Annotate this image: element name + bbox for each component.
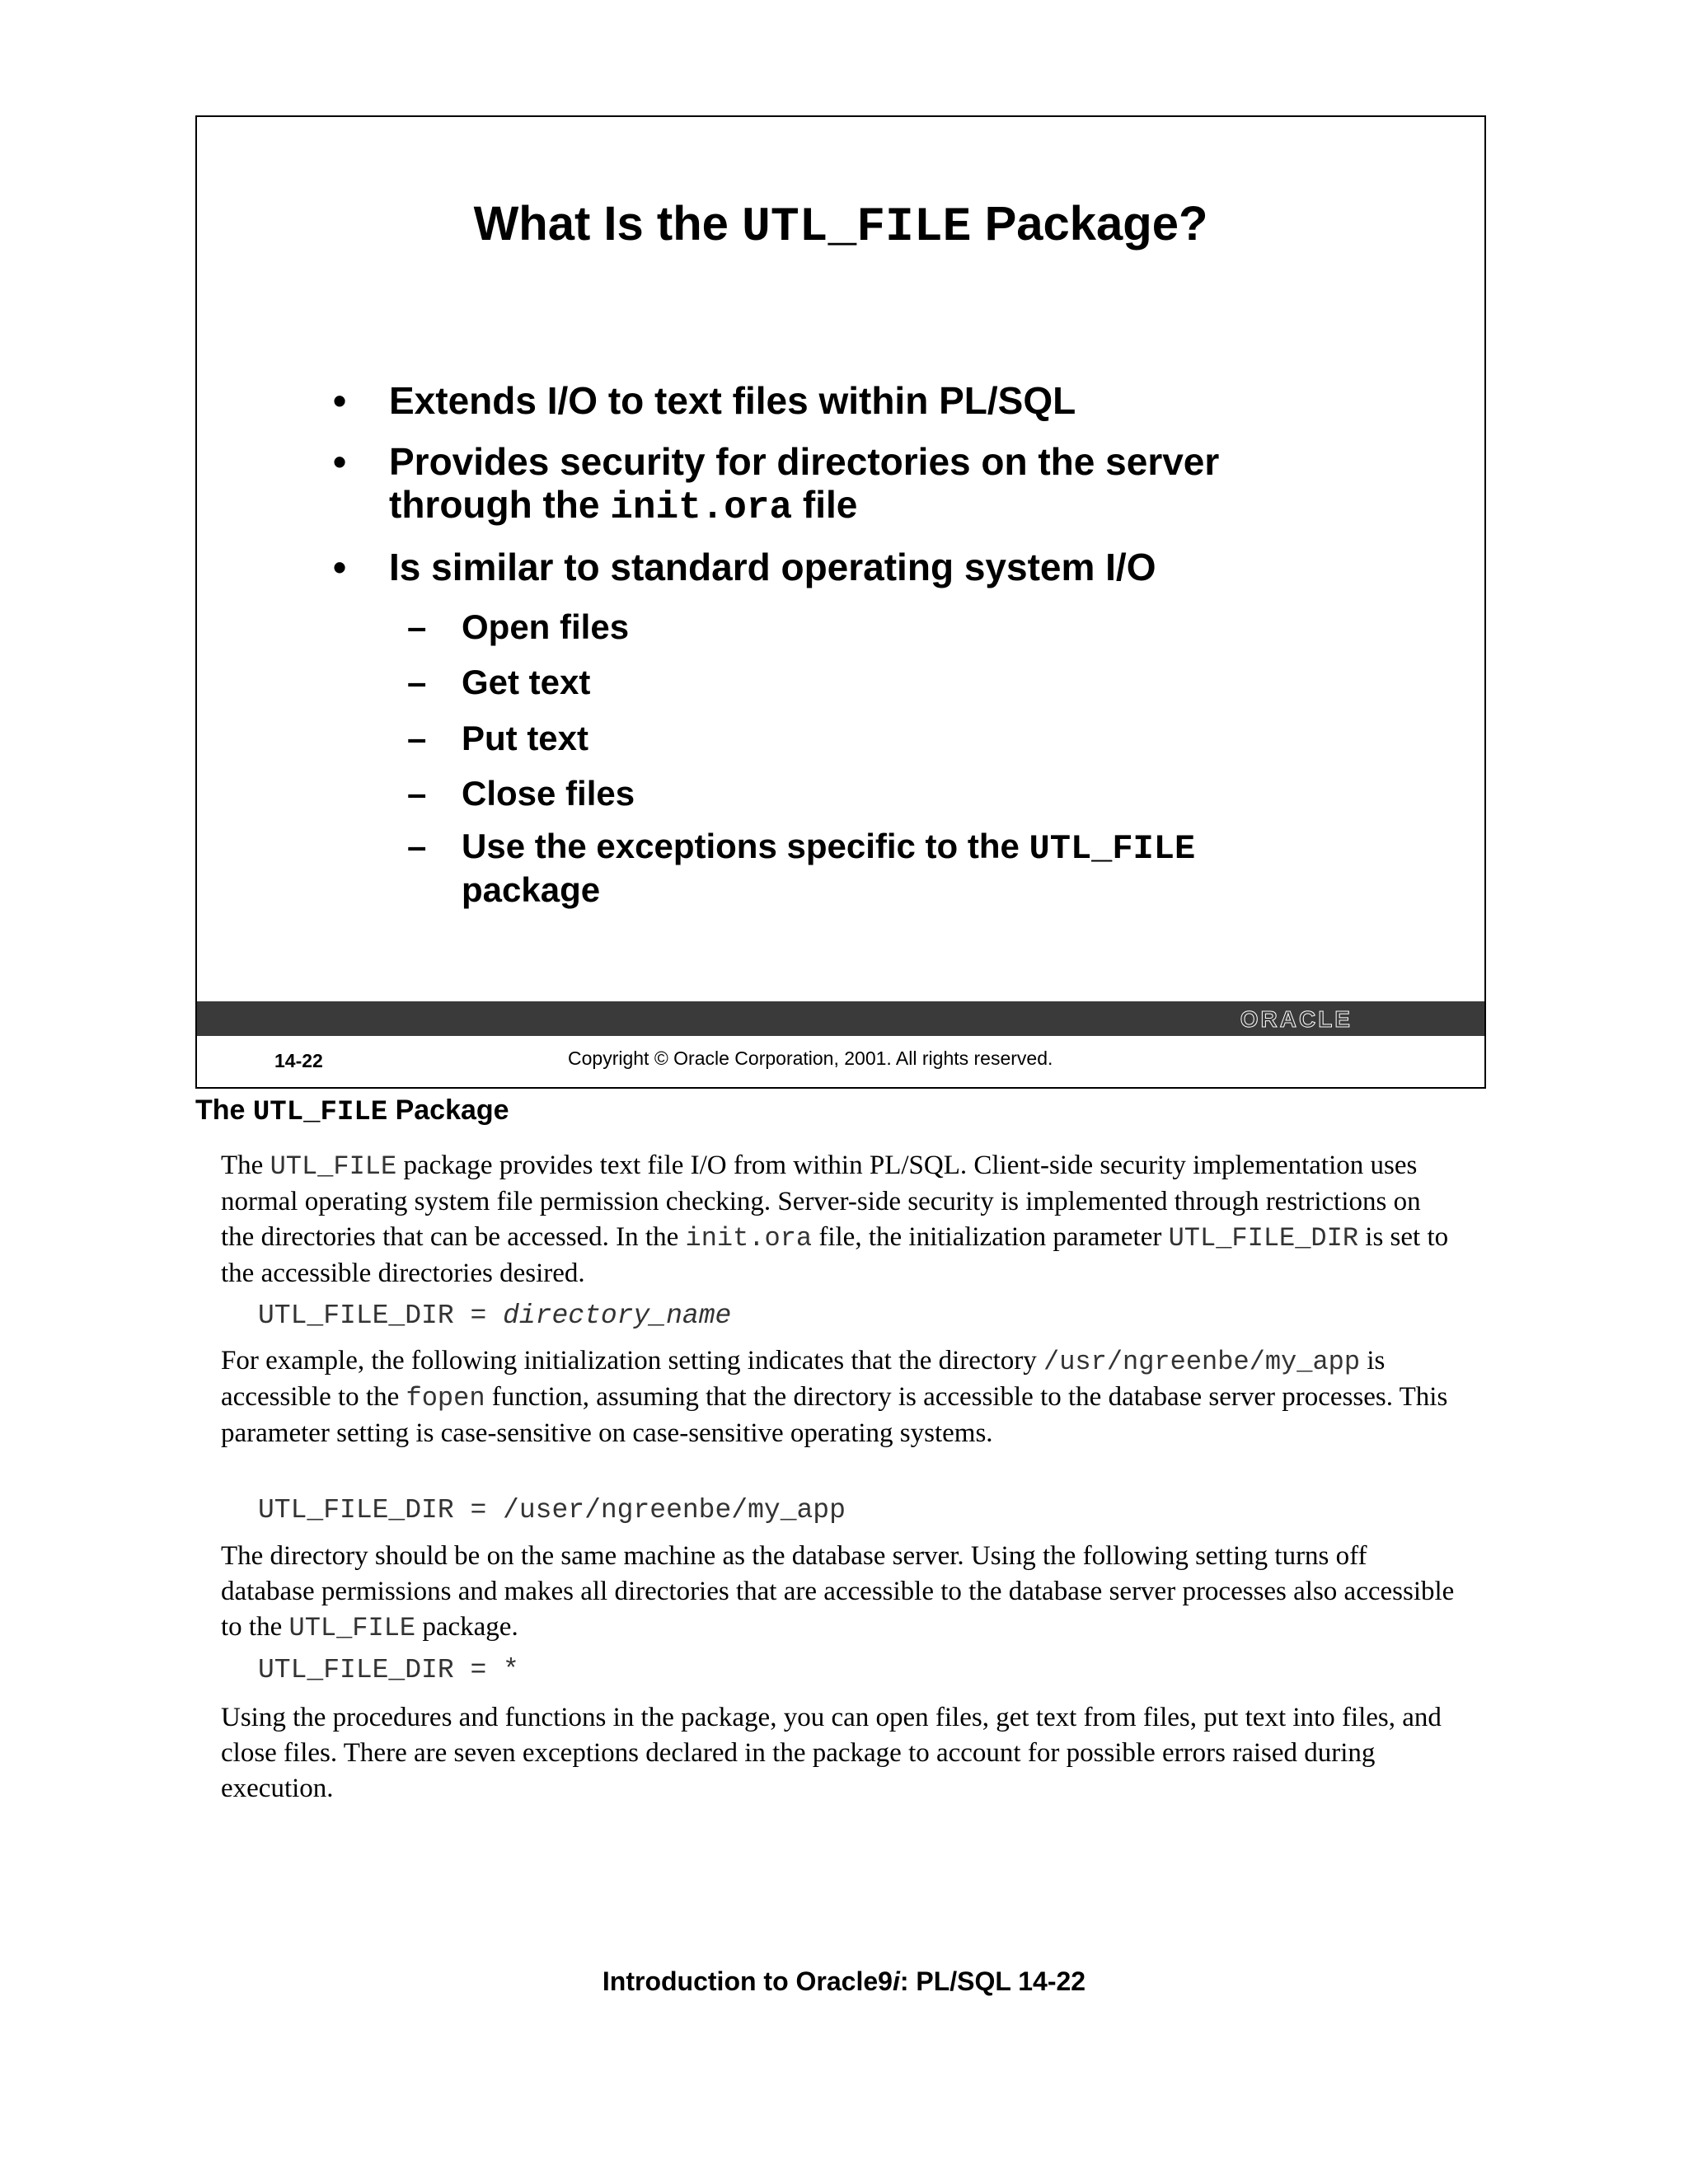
notes-paragraph: The UTL_FILE package provides text file I/O from within PL/SQL. Client-side security implementation uses normal operating system file permission checking. Server-side security is implemented through restrictions on the directories that can be accessed. In the init.ora file, the initialization parameter UTL_FILE_DIR is set to the accessible directories desired. [221,1151,1449,1288]
slide-number: 14-22 [274,1050,323,1071]
sub-bullet-item: – Close files [407,774,635,813]
bullet-marker: • [333,546,347,588]
slide-footer-band [197,1001,1484,1036]
notes-paragraph: The directory should be on the same machine as the database server. Using the following setting turns off database permissions and makes all directories that are accessible to the database server processes also accessible to the UTL_FILE package. [221,1541,1455,1643]
copyright-text: Copyright © Oracle Corporation, 2001. All rights reserved. [568,1047,1053,1069]
bullet-marker: • [333,440,347,483]
notes-paragraph: For example, the following initialization setting indicates that the directory /usr/ngreenbe/my_app is accessible to the fopen function, assuming that the directory is accessible to the database server processes. This parameter setting is case-sensitive on case-sensitive operating systems. [221,1346,1448,1448]
sub-bullet-item: – Use the exceptions specific to the UTL_FILE package [407,827,1196,909]
sub-bullet-item: – Get text [407,663,591,701]
bullet-marker: • [333,379,347,422]
sub-bullet-item: – Put text [407,719,589,757]
oracle-logo: ORACLE [1240,1006,1353,1032]
notes-heading: The UTL_FILE Package [195,1094,509,1128]
sub-bullet-item: – Open files [407,607,630,646]
slide-title: What Is the UTL_FILE Package? [473,197,1208,255]
slide-frame [195,115,1486,1089]
bullet-item: • Is similar to standard operating system I/O [333,546,1156,588]
notes-paragraph: Using the procedures and functions in the package, you can open files, get text from files, put text into files, and close files. There are seven exceptions declared in the package to account for possible errors raised during execution. [221,1703,1442,1803]
code-example: UTL_FILE_DIR = directory_name [258,1301,732,1331]
code-example: UTL_FILE_DIR = * [258,1655,519,1685]
bullet-item: • Provides security for directories on the server through the init.ora file [333,440,1220,529]
code-example: UTL_FILE_DIR = /user/ngreenbe/my_app [258,1495,846,1526]
bullet-item: • Extends I/O to text files within PL/SQL [333,379,1076,422]
page-footer: Introduction to Oracle9i: PL/SQL 14-22 [602,1966,1086,1996]
